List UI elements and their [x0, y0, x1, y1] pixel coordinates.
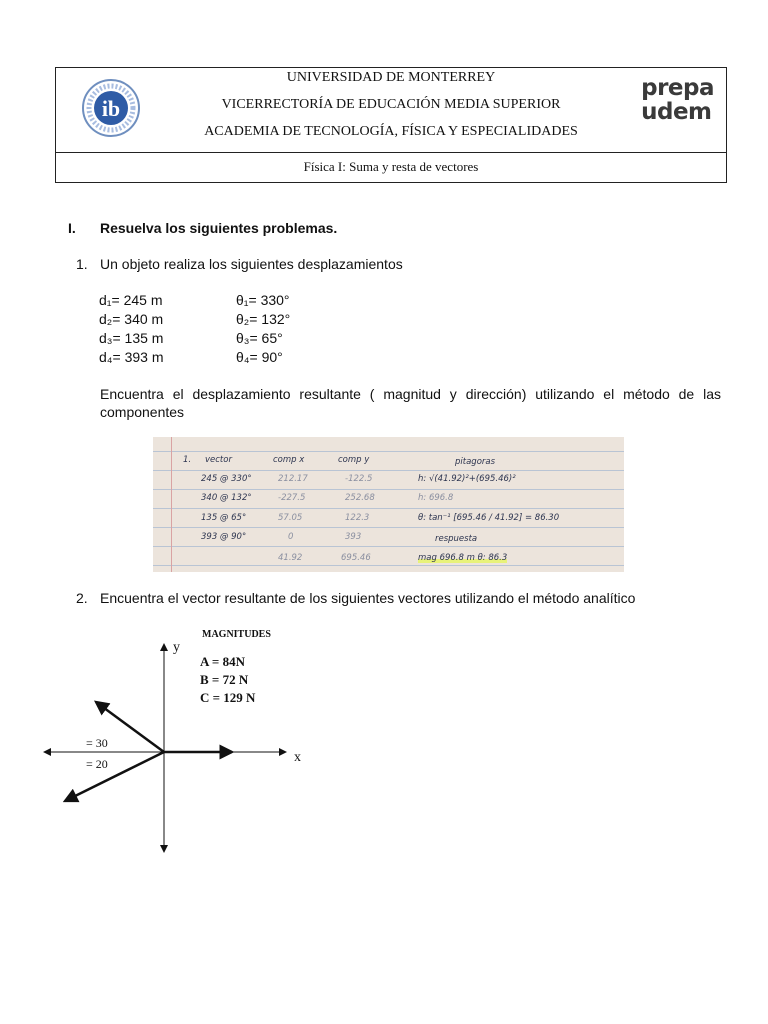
- angle-theta3: θ₃= 65°: [236, 330, 283, 346]
- handwritten-solution-photo: [153, 437, 624, 572]
- problem-1-instruction: Encuentra el desplazamiento resultante ( magnitud y dirección) utilizando el método de las componentes: [100, 386, 721, 420]
- hw-total-y: 695.46: [341, 553, 371, 563]
- displacement-d2: d₂= 340 m: [99, 311, 164, 327]
- angle-theta1: θ₁= 330°: [236, 292, 290, 308]
- magnitude-a: A = 84N: [200, 654, 245, 669]
- header-line-2: VICERRECTORÍA DE EDUCACIÓN MEDIA SUPERIOR: [221, 97, 561, 112]
- displacement-d1: d₁= 245 m: [99, 292, 163, 308]
- displacement-d3: d₃= 135 m: [99, 330, 164, 346]
- header-subject-row: [56, 152, 726, 183]
- hw-total-x: 41.92: [278, 553, 303, 563]
- header-line-3: ACADEMIA DE TECNOLOGÍA, FÍSICA Y ESPECIALIDADES: [204, 124, 578, 139]
- hw-row4-note: respuesta: [435, 534, 478, 544]
- prepa-udem-logo: [641, 76, 714, 124]
- x-axis-label: x: [294, 750, 301, 765]
- hw-problem-number: 1.: [183, 455, 192, 465]
- document-header: [55, 67, 727, 183]
- angle-theta4: θ₄= 90°: [236, 349, 283, 365]
- hw-row3-y: 122.3: [345, 513, 370, 523]
- hw-row4-y: 393: [345, 532, 362, 542]
- hw-row1-x: 212.17: [278, 474, 308, 484]
- hw-row2-y: 252.68: [345, 493, 375, 503]
- magnitude-c: C = 129 N: [200, 690, 256, 705]
- subject-title: Física I: Suma y resta de vectores: [303, 159, 479, 174]
- brand-line-2: udem: [641, 99, 712, 125]
- hw-header-pitagoras: pitagoras: [455, 457, 496, 467]
- hw-row2-vector: 340 @ 132°: [201, 493, 252, 503]
- hw-answer: mag 696.8 m θ: 86.3: [418, 553, 508, 563]
- hw-row4-x: 0: [288, 532, 294, 542]
- angle-theta2: θ₂= 132°: [236, 311, 291, 327]
- hw-row3-note: θ: tan⁻¹ [695.46 / 41.92] = 86.30: [418, 513, 560, 523]
- ib-logo-text: ib: [101, 96, 121, 121]
- hw-row2-note: h: 696.8: [418, 493, 454, 503]
- problem-1-text: Un objeto realiza los siguientes desplazamientos: [100, 256, 403, 272]
- vector-lower-left: [65, 752, 164, 801]
- hw-row3-x: 57.05: [278, 513, 303, 523]
- section-number: I.: [68, 220, 76, 236]
- header-top: [56, 68, 726, 153]
- vector-diagram: [40, 630, 340, 860]
- magnitude-b: B = 72 N: [200, 672, 249, 687]
- angle-lower-label: = 20: [86, 757, 108, 771]
- header-line-1: UNIVERSIDAD DE MONTERREY: [286, 70, 496, 85]
- hw-row1-note: h: √(41.92)²+(695.46)²: [418, 474, 516, 484]
- section-title-text: Resuelva los siguientes problemas.: [100, 220, 338, 236]
- y-axis-label: y: [173, 640, 180, 655]
- problem-2-number: 2.: [76, 590, 88, 606]
- brand-line-1: prepa: [641, 75, 714, 101]
- hw-row2-x: -227.5: [278, 493, 306, 503]
- magnitudes-title: MAGNITUDES: [202, 629, 271, 640]
- hw-header-compy: comp y: [338, 455, 370, 465]
- problem-1-statement: [76, 256, 403, 272]
- hw-row1-vector: 245 @ 330°: [201, 474, 252, 484]
- hw-row3-vector: 135 @ 65°: [201, 513, 247, 523]
- section-title: [68, 220, 337, 236]
- hw-row1-y: -122.5: [345, 474, 373, 484]
- problem-2-text: Encuentra el vector resultante de los siguientes vectores utilizando el método analítico: [100, 590, 636, 606]
- problem-2-statement: [76, 590, 635, 606]
- displacement-d4: d₄= 393 m: [99, 349, 164, 365]
- hw-header-compx: comp x: [273, 455, 305, 465]
- hw-row4-vector: 393 @ 90°: [201, 532, 247, 542]
- hw-header-vector: vector: [205, 455, 232, 465]
- angle-upper-label: = 30: [86, 736, 108, 750]
- problem-1-number: 1.: [76, 256, 88, 272]
